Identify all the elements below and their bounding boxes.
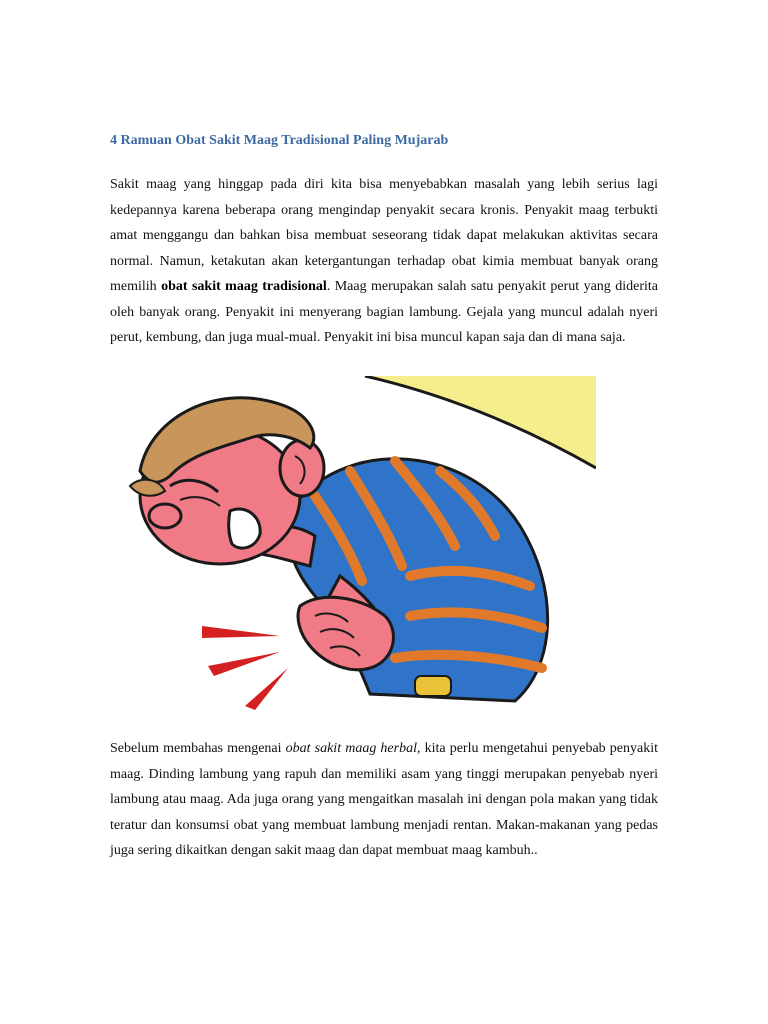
intro-paragraph: [110, 172, 658, 351]
stomach-ache-cartoon-icon: [110, 376, 596, 714]
cause-text-end: , kita perlu mengetahui penyebab penyakit maag. Dinding lambung yang rapuh dan memiliki asam yang tinggi merupakan penyebab nyeri lambung atau maag. Ada juga orang yang mengaitkan masalah ini dengan pola makan yang tidak teratur dan konsumsi obat yang membuat lambung menjadi rentan. Makan-makanan yang pedas juga sering dikaitkan dengan sakit maag dan dapat membuat maag kambuh..: [110, 741, 658, 858]
stomach-ache-illustration: [110, 376, 596, 714]
cause-paragraph: [110, 736, 658, 864]
article-title: 4 Ramuan Obat Sakit Maag Tradisional Paling Mujarab: [110, 133, 449, 148]
cause-text-start: Sebelum membahas mengenai: [110, 741, 286, 756]
intro-text-end: . Maag merupakan salah satu penyakit perut yang diderita oleh banyak orang. Penyakit ini menyerang bagian lambung. Gejala yang muncul adalah nyeri perut, kembung, dan juga mual-mual. Penyakit ini bisa muncul kapan saja dan di mana saja.: [110, 279, 658, 345]
bold-keyword: obat sakit maag tradisional: [161, 279, 327, 294]
intro-text-start: Sakit maag yang hinggap pada diri kita bisa menyebabkan masalah yang lebih serius lagi kedepannya karena beberapa orang mengindap penyakit secara kronis. Penyakit maag terbukti amat menggangu dan bahkan bisa membuat seseorang tidak dapat melakukan aktivitas secara normal. Namun, ketakutan akan ketergantungan terhadap obat kimia membuat banyak orang memilih: [110, 177, 658, 294]
italic-keyword: obat sakit maag herbal: [285, 741, 417, 756]
